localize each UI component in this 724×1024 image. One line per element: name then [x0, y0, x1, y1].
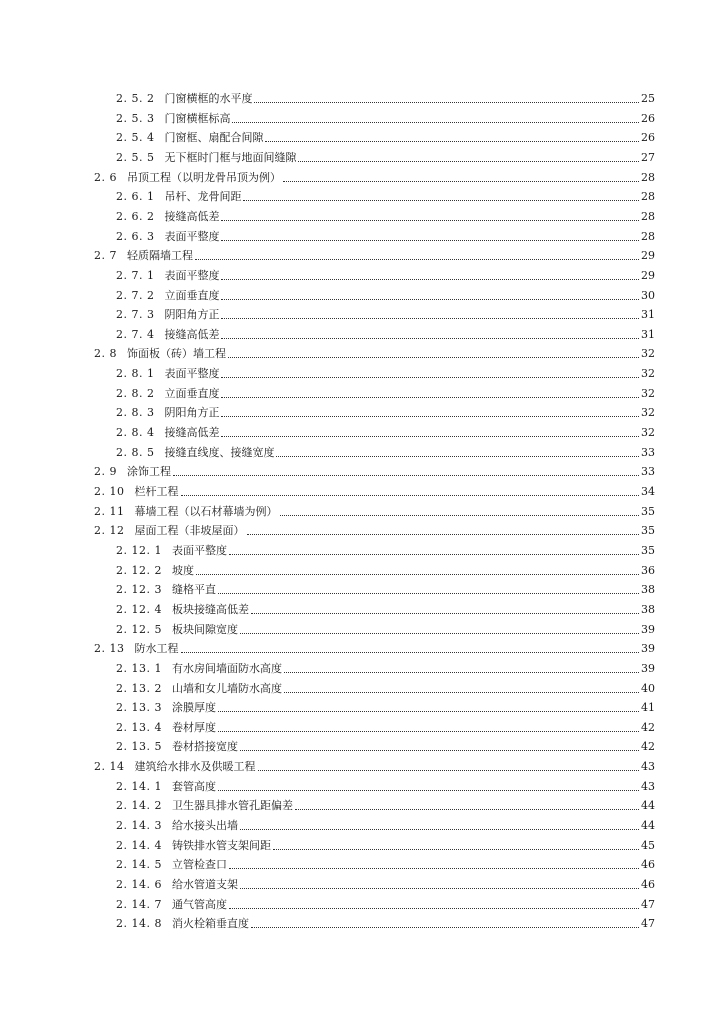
toc-dot-leader [196, 574, 639, 575]
toc-entry-title: 涂膜厚度 [171, 701, 216, 715]
toc-entry-page-number: 44 [641, 799, 655, 813]
toc-entry-number: 2. 13. 4 [116, 720, 162, 734]
toc-entry-page-number: 38 [641, 583, 655, 597]
toc-entry-number: 2. 5. 3 [116, 111, 155, 125]
toc-entry-number: 2. 13 [94, 642, 125, 656]
toc-entry-title: 给水接头出墙 [171, 819, 238, 833]
toc-entry-title: 卷材搭接宽度 [171, 740, 238, 754]
toc-entry-page-number: 35 [641, 524, 655, 538]
toc-entry-number: 2. 8. 1 [116, 367, 155, 381]
toc-entry-number: 2. 6. 3 [116, 229, 155, 243]
toc-dot-leader [298, 161, 639, 162]
toc-dot-leader [229, 868, 639, 869]
toc-entry-page-number: 26 [641, 131, 655, 145]
toc-entry-title: 防水工程 [134, 642, 179, 656]
toc-entry[interactable] [116, 283, 655, 303]
toc-dot-leader [195, 259, 639, 260]
toc-entry-number: 2. 13. 1 [116, 661, 162, 675]
toc-entry-page-number: 38 [641, 602, 655, 616]
toc-dot-leader [283, 181, 639, 182]
toc-dot-leader [232, 122, 639, 123]
toc-dot-leader [276, 456, 639, 457]
toc-entry-number: 2. 8. 2 [116, 386, 155, 400]
toc-entry[interactable] [116, 558, 655, 578]
toc-entry-page-number: 47 [641, 917, 655, 931]
toc-entry[interactable] [94, 754, 655, 774]
toc-entry-number: 2. 12. 3 [116, 583, 162, 597]
toc-entry-number: 2. 8. 4 [116, 426, 155, 440]
toc-entry-page-number: 46 [641, 858, 655, 872]
toc-entry-number: 2. 6. 2 [116, 209, 155, 223]
toc-entry[interactable] [116, 734, 655, 754]
toc-dot-leader [228, 357, 639, 358]
toc-entry[interactable] [116, 440, 655, 460]
toc-entry-page-number: 30 [641, 288, 655, 302]
toc-dot-leader [221, 279, 639, 280]
toc-dot-leader [240, 829, 639, 830]
toc-dot-leader [221, 416, 639, 417]
toc-entry-page-number: 45 [641, 838, 655, 852]
toc-entry-title: 表面平整度 [164, 367, 220, 381]
toc-dot-leader [284, 692, 639, 693]
toc-entry[interactable] [116, 892, 655, 912]
toc-entry-number: 2. 8. 3 [116, 406, 155, 420]
toc-entry-page-number: 32 [641, 426, 655, 440]
toc-entry-number: 2. 7 [94, 249, 117, 263]
toc-entry[interactable] [116, 322, 655, 342]
toc-entry[interactable] [116, 793, 655, 813]
toc-entry[interactable] [116, 145, 655, 165]
toc-entry-number: 2. 14. 8 [116, 917, 162, 931]
toc-entry-title: 阴阳角方正 [164, 406, 220, 420]
toc-entry-title: 吊杆、龙骨间距 [164, 190, 242, 204]
toc-entry-page-number: 32 [641, 386, 655, 400]
toc-dot-leader [240, 888, 639, 889]
toc-dot-leader [273, 849, 639, 850]
toc-entry-number: 2. 13. 3 [116, 701, 162, 715]
toc-entry-page-number: 44 [641, 819, 655, 833]
toc-entry[interactable] [116, 833, 655, 853]
toc-entry-page-number: 32 [641, 406, 655, 420]
toc-entry-title: 板块接缝高低差 [171, 602, 249, 616]
toc-entry-title: 门窗横框标高 [164, 111, 231, 125]
toc-entry-title: 栏杆工程 [134, 485, 179, 498]
toc-dot-leader [221, 338, 639, 339]
toc-entry-title: 幕墙工程（以石材幕墙为例） [134, 504, 278, 518]
toc-entry-number: 2. 14. 4 [116, 838, 162, 852]
toc-entry-title: 立面垂直度 [164, 386, 220, 400]
toc-entry-number: 2. 12. 2 [116, 563, 162, 577]
toc-entry-title: 缝格平直 [171, 583, 216, 597]
toc-entry-number: 2. 13. 2 [116, 681, 162, 695]
toc-entry[interactable] [116, 302, 655, 322]
toc-dot-leader [218, 711, 639, 712]
toc-dot-leader [265, 141, 639, 142]
toc-entry-page-number: 36 [641, 563, 655, 577]
toc-entry-number: 2. 14. 3 [116, 819, 162, 833]
toc-entry-title: 接缝高低差 [164, 327, 220, 341]
toc-dot-leader [221, 397, 639, 398]
toc-entry[interactable] [116, 617, 655, 637]
toc-entry[interactable] [116, 125, 655, 145]
toc-entry-number: 2. 8 [94, 347, 117, 361]
toc-dot-leader [221, 299, 639, 300]
toc-entry[interactable] [116, 715, 655, 735]
toc-dot-leader [218, 731, 639, 732]
toc-dot-leader [295, 809, 639, 810]
toc-entry-title: 有水房间墙面防水高度 [171, 661, 282, 675]
toc-entry-page-number: 34 [641, 485, 655, 498]
toc-entry-page-number: 31 [641, 327, 655, 341]
toc-entry-number: 2. 8. 5 [116, 445, 155, 459]
toc-entry[interactable] [116, 577, 655, 597]
toc-entry-page-number: 28 [641, 209, 655, 223]
toc-dot-leader [251, 613, 639, 614]
toc-dot-leader [221, 318, 639, 319]
toc-entry-page-number: 26 [641, 111, 655, 125]
toc-dot-leader [218, 790, 639, 791]
toc-entry-number: 2. 14. 5 [116, 858, 162, 872]
toc-entry-page-number: 33 [641, 465, 655, 479]
toc-entry[interactable] [116, 538, 655, 558]
toc-dot-leader [254, 102, 639, 103]
toc-entry-number: 2. 12. 4 [116, 602, 162, 616]
toc-entry-title: 阴阳角方正 [164, 308, 220, 322]
toc-entry-page-number: 28 [641, 190, 655, 204]
toc-entry-number: 2. 5. 5 [116, 150, 155, 164]
toc-entry-title: 涂饰工程 [127, 465, 171, 479]
toc-dot-leader [221, 377, 639, 378]
toc-entry[interactable] [94, 165, 655, 185]
toc-entry[interactable] [94, 499, 655, 519]
toc-entry-page-number: 28 [641, 170, 655, 184]
toc-dot-leader [229, 908, 639, 909]
toc-dot-leader [284, 672, 639, 673]
toc-entry-number: 2. 5. 2 [116, 92, 155, 105]
toc-entry-number: 2. 7. 2 [116, 288, 155, 302]
toc-entry[interactable] [116, 695, 655, 715]
toc-entry[interactable] [94, 636, 655, 656]
toc-dot-leader [218, 593, 639, 594]
toc-entry-page-number: 39 [641, 642, 655, 656]
toc-entry-page-number: 32 [641, 347, 655, 361]
toc-entry-title: 卷材厚度 [171, 720, 216, 734]
toc-dot-leader [173, 475, 639, 476]
toc-dot-leader [258, 770, 640, 771]
toc-entry-page-number: 40 [641, 681, 655, 695]
toc-entry[interactable] [116, 813, 655, 833]
toc-entry-title: 门窗框、扇配合间隙 [164, 131, 264, 145]
toc-entry-page-number: 41 [641, 701, 655, 715]
toc-dot-leader [243, 200, 639, 201]
toc-entry[interactable] [94, 243, 655, 263]
toc-entry-number: 2. 14 [94, 760, 125, 774]
toc-entry-page-number: 27 [641, 150, 655, 164]
toc-entry-title: 建筑给水排水及供暖工程 [134, 760, 256, 774]
toc-entry-title: 立管检查口 [171, 858, 227, 872]
toc-dot-leader [247, 534, 640, 535]
toc-entry-page-number: 28 [641, 229, 655, 243]
toc-entry-title: 坡度 [171, 563, 194, 577]
toc-dot-leader [240, 633, 639, 634]
toc-entry-number: 2. 14. 7 [116, 897, 162, 911]
toc-entry-title: 山墙和女儿墙防水高度 [171, 681, 282, 695]
toc-entry-number: 2. 14. 6 [116, 878, 162, 891]
toc-entry-page-number: 39 [641, 622, 655, 636]
toc-entry-page-number: 29 [641, 268, 655, 282]
toc-entry-number: 2. 6. 1 [116, 190, 155, 204]
toc-entry-page-number: 25 [641, 92, 655, 105]
toc-entry-number: 2. 12. 5 [116, 622, 162, 636]
toc-entry-number: 2. 14. 2 [116, 799, 162, 813]
toc-entry-number: 2. 7. 3 [116, 308, 155, 322]
toc-entry-number: 2. 14. 1 [116, 779, 162, 793]
toc-dot-leader [221, 436, 639, 437]
toc-entry-title: 通气管高度 [171, 897, 227, 911]
toc-entry-number: 2. 5. 4 [116, 131, 155, 145]
toc-entry[interactable] [116, 224, 655, 244]
toc-entry-title: 套管高度 [171, 779, 216, 793]
toc-entry[interactable] [116, 597, 655, 617]
toc-entry[interactable] [116, 872, 655, 892]
toc-entry-title: 消火栓箱垂直度 [171, 917, 249, 931]
toc-entry[interactable] [116, 361, 655, 381]
toc-entry-title: 给水管道支架 [171, 878, 238, 891]
toc-entry[interactable] [116, 381, 655, 401]
toc-entry-number: 2. 11 [94, 504, 125, 518]
toc-entry-title: 接缝高低差 [164, 209, 220, 223]
toc-entry-title: 板块间隙宽度 [171, 622, 238, 636]
toc-entry-page-number: 46 [641, 878, 655, 891]
toc-entry-page-number: 42 [641, 720, 655, 734]
toc-entry-page-number: 29 [641, 249, 655, 263]
toc-entry-page-number: 31 [641, 308, 655, 322]
toc-entry-title: 吊顶工程（以明龙骨吊顶为例） [127, 170, 281, 184]
toc-entry-number: 2. 7. 1 [116, 268, 155, 282]
toc-entry[interactable] [116, 400, 655, 420]
toc-entry-number: 2. 7. 4 [116, 327, 155, 341]
toc-dot-leader [221, 240, 639, 241]
toc-entry[interactable] [116, 204, 655, 224]
toc-entry-page-number: 32 [641, 367, 655, 381]
toc-entry[interactable] [116, 656, 655, 676]
toc-entry-title: 饰面板（砖）墙工程 [127, 347, 226, 361]
toc-entry-number: 2. 12 [94, 524, 125, 538]
toc-entry-title: 无下框时门框与地面间缝隙 [164, 150, 297, 164]
toc-entry-number: 2. 10 [94, 485, 125, 498]
toc-entry[interactable] [94, 518, 655, 538]
toc-entry[interactable] [116, 774, 655, 794]
toc-dot-leader [181, 652, 640, 653]
toc-entry[interactable] [116, 184, 655, 204]
toc-entry-title: 轻质隔墙工程 [127, 249, 193, 263]
toc-entry-page-number: 35 [641, 504, 655, 518]
toc-entry[interactable] [94, 479, 655, 499]
toc-entry-page-number: 43 [641, 779, 655, 793]
toc-entry-title: 表面平整度 [164, 268, 220, 282]
toc-entry-page-number: 39 [641, 661, 655, 675]
toc-entry-number: 2. 9 [94, 465, 117, 479]
toc-dot-leader [240, 750, 639, 751]
toc-entry-number: 2. 6 [94, 170, 117, 184]
toc-entry-page-number: 42 [641, 740, 655, 754]
toc-entry-page-number: 43 [641, 760, 655, 774]
toc-entry[interactable] [94, 459, 655, 479]
toc-entry[interactable] [94, 341, 655, 361]
toc-entry[interactable] [116, 911, 655, 931]
toc-entry-page-number: 35 [641, 543, 655, 557]
toc-entry-title: 接缝直线度、接缝宽度 [164, 445, 275, 459]
toc-entry-page-number: 47 [641, 897, 655, 911]
toc-entry-number: 2. 13. 5 [116, 740, 162, 754]
toc-entry-title: 门窗横框的水平度 [164, 92, 253, 105]
toc-dot-leader [280, 515, 640, 516]
toc-entry-title: 卫生器具排水管孔距偏差 [171, 799, 293, 813]
toc-entry-title: 立面垂直度 [164, 288, 220, 302]
toc-entry-title: 铸铁排水管支架间距 [171, 838, 271, 852]
toc-entry-page-number: 33 [641, 445, 655, 459]
toc-entry-number: 2. 12. 1 [116, 543, 162, 557]
toc-entry-title: 表面平整度 [171, 543, 227, 557]
toc-entry[interactable] [116, 106, 655, 126]
toc-dot-leader [251, 927, 639, 928]
toc-entry[interactable] [116, 420, 655, 440]
toc-entry[interactable] [116, 86, 655, 106]
toc-entry-title: 屋面工程（非坡屋面） [134, 524, 245, 538]
toc-entry-title: 表面平整度 [164, 229, 220, 243]
toc-dot-leader [181, 495, 640, 496]
toc-entry[interactable] [116, 263, 655, 283]
toc-entry-title: 接缝高低差 [164, 426, 220, 440]
toc-dot-leader [221, 220, 639, 221]
toc-dot-leader [229, 554, 639, 555]
toc-entry[interactable] [116, 852, 655, 872]
toc-entry[interactable] [116, 676, 655, 696]
